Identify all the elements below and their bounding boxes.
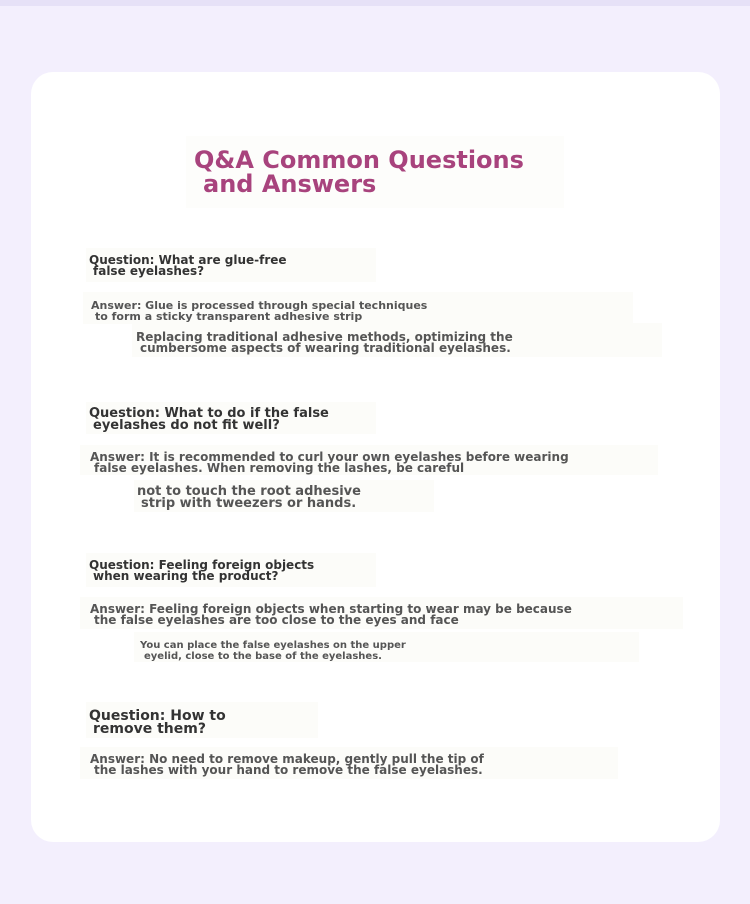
answer-1: Answer: Glue is processed through special techniques to form a sticky transparent adhesive strip [91, 299, 428, 323]
question-2: Question: What to do if the false eyelashes do not fit well? [89, 406, 329, 433]
title-line-1: Q&A Common Questions [194, 146, 524, 174]
question-1: Question: What are glue-free false eyelashes? [89, 253, 287, 278]
question-4: Question: How to remove them? [89, 708, 226, 737]
answer-2-detail: not to touch the root adhesive strip with tweezers or hands. [137, 484, 361, 511]
answer-3: Answer: Feeling foreign objects when starting to wear may be because the false eyelashes are too close to the eyes and face [90, 602, 572, 627]
question-3: Question: Feeling foreign objects when wearing the product? [89, 558, 315, 583]
answer-3-detail: You can place the false eyelashes on the upper eyelid, close to the base of the eyelashes. [140, 640, 406, 662]
title-line-2: and Answers [203, 170, 377, 198]
answer-1-detail: Replacing traditional adhesive methods, optimizing the cumbersome aspects of wearing traditional eyelashes. [136, 330, 513, 355]
page-title [194, 148, 524, 196]
answer-2: Answer: It is recommended to curl your own eyelashes before wearing false eyelashes. When removing the lashes, be careful [90, 450, 569, 475]
top-strip [0, 0, 750, 6]
answer-4: Answer: No need to remove makeup, gently pull the tip of the lashes with your hand to remove the false eyelashes. [90, 752, 484, 777]
